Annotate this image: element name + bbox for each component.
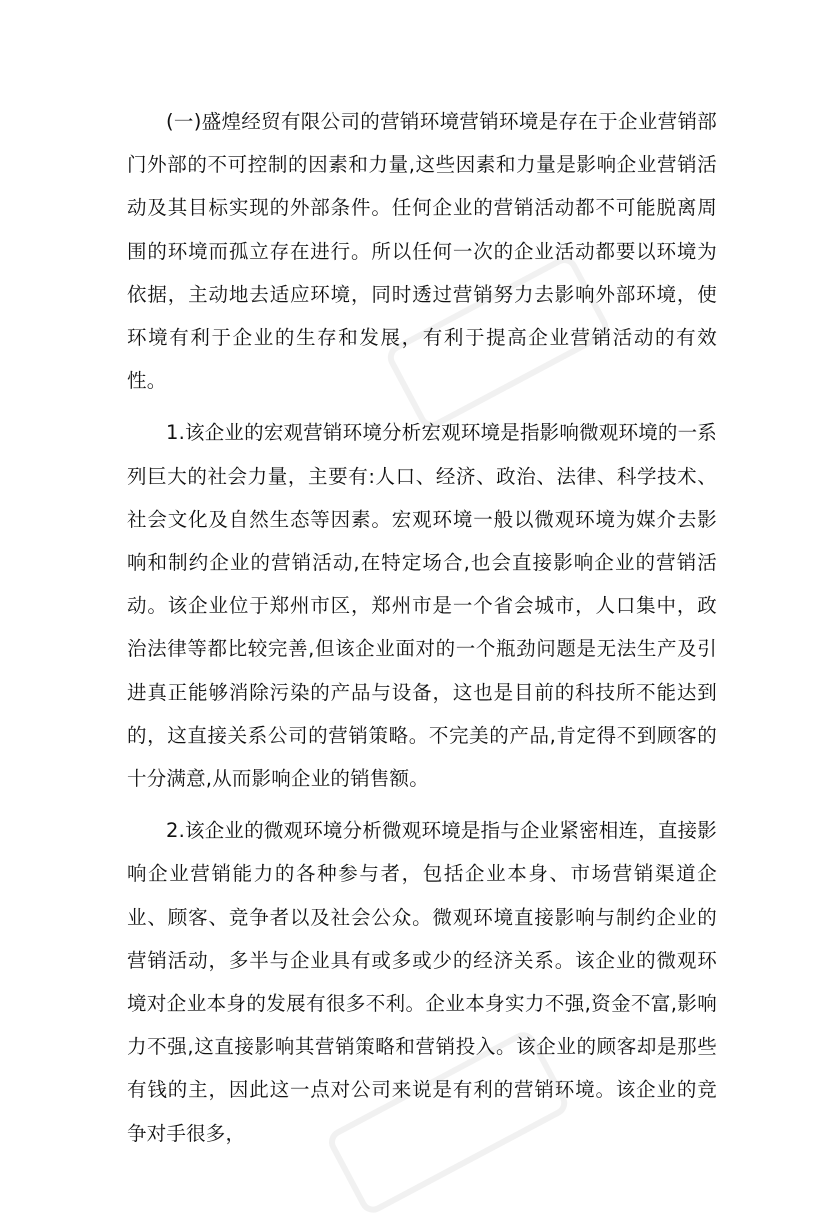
paragraph-micro-environment: 2.该企业的微观环境分析微观环境是指与企业紧密相连，直接影响企业营销能力的各种参与者，包括企业本身、市场营销渠道企业、顾客、竞争者以及社会公众。微观环境直接影响与制约企业的营销活动，多半与企业具有或多或少的经济关系。该企业的微观环境对企业本身的发展有很多不利。企业本身实力不强,资金不富,影响力不强,这直接影响其营销策略和营销投入。该企业的顾客却是那些有钱的主，因此这一点对公司来说是有利的营销环境。该企业的竞争对手很多， [127, 819, 717, 1145]
paragraph-macro-environment: 1.该企业的宏观营销环境分析宏观环境是指影响微观环境的一系列巨大的社会力量，主要有:人口、经济、政治、法律、科学技术、社会文化及自然生态等因素。宏观环境一般以微观环境为媒介去影响和制约企业的营销活动,在特定场合,也会直接影响企业的营销活动。该企业位于郑州市区，郑州市是一个省会城市，人口集中，政治法律等都比较完善,但该企业面对的一个瓶劲问题是无法生产及引进真正能够消除污染的产品与设备，这也是目前的科技所不能达到的，这直接关系公司的营销策略。不完美的产品,肯定得不到顾客的十分满意,从而影响企业的销售额。 [127, 421, 717, 791]
body-text [127, 100, 717, 1164]
paragraph-marketing-environment: (一)盛煌经贸有限公司的营销环境营销环境是存在于企业营销部门外部的不可控制的因素和力量,这些因素和力量是影响企业营销活动及其目标实现的外部条件。任何企业的营销活动都不可能脱离周围的环境而孤立存在进行。所以任何一次的企业活动都要以环境为依据，主动地去适应环境，同时透过营销努力去影响外部环境，使环境有利于企业的生存和发展，有利于提高企业营销活动的有效性。 [127, 110, 717, 393]
